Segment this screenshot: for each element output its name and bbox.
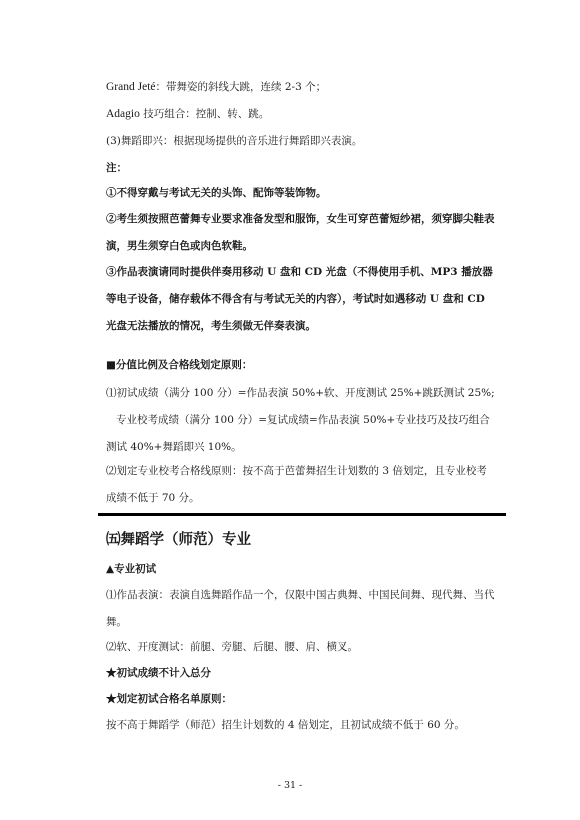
score-item-2: 专业校考成绩（满分 100 分）=复试成绩=作品表演 50%+专业技巧及技巧组合测试 40%+舞蹈即兴 10%。 <box>106 414 490 453</box>
star-note-2: ★划定初试合格名单原则： <box>106 693 232 705</box>
section-divider <box>98 513 506 516</box>
score-item-3: ⑵划定专业校考合格线原则：按不高于芭蕾舞招生计划数的 3 倍划定，且专业校考成绩不低于 70 分。 <box>106 465 487 504</box>
note-item-2: ②考生须按照芭蕾舞专业要求准备发型和服饰，女生可穿芭蕾短纱裙，须穿脚尖鞋表演，男生须穿白色或肉色软鞋。 <box>106 213 495 252</box>
note-heading: 注： <box>106 162 127 174</box>
adagio-term: Adagio <box>106 108 140 120</box>
score-item-1: ⑴初试成绩（满分 100 分）=作品表演 50%+软、开度测试 25%+跳跃测试 25%; <box>106 387 495 399</box>
grand-jete-line <box>106 74 496 101</box>
adagio-desc: 技巧组合：控制、转、跳。 <box>139 108 270 120</box>
page-number: - 31 - <box>277 780 303 791</box>
prelim-heading: ▲专业初试 <box>106 563 157 575</box>
score-heading: ■分值比例及合格线划定原则： <box>106 359 253 371</box>
section-title: ㈤舞蹈学（师范）专业 <box>106 532 251 548</box>
prelim-item-1: ⑴作品表演：表演自选舞蹈作品一个，仅限中国古典舞、中国民间舞、现代舞、当代舞。 <box>106 589 495 628</box>
prelim-item-2: ⑵软、开度测试：前腿、旁腿、后腿、腰、肩、横叉。 <box>106 641 358 653</box>
grand-jete-term: Grand Jeté <box>106 81 156 93</box>
note-item-1: ①不得穿戴与考试无关的头饰、配饰等装饰物。 <box>106 187 327 199</box>
note-item-3: ③作品表演请同时提供伴奏用移动 U 盘和 CD 光盘（不得使用手机、MP3 播放器等电子设备，储存载体不得含有与考试无关的内容），考试时如遇移动 U 盘和 CD 光盘无法播放的情况，考生须做无伴奏表演。 <box>106 266 493 332</box>
adagio-line <box>106 101 496 128</box>
improvisation-line: (3)舞蹈即兴：根据现场提供的音乐进行舞蹈即兴表演。 <box>106 135 363 147</box>
star-note-1: ★初试成绩不计入总分 <box>106 667 211 679</box>
grand-jete-desc: ：带舞姿的斜线大跳，连续 2-3 个； <box>155 81 327 93</box>
qualification-rule: 按不高于舞蹈学（师范）招生计划数的 4 倍划定，且初试成绩不低于 60 分。 <box>106 719 465 731</box>
